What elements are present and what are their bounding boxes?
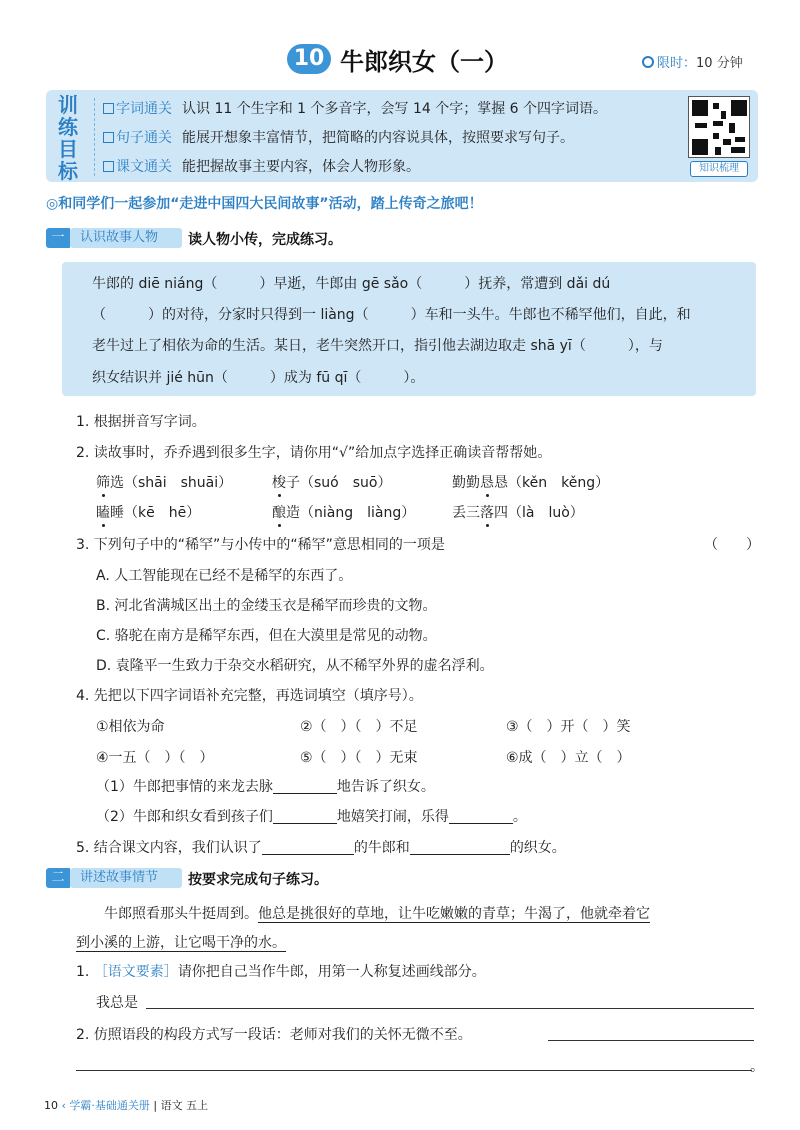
question-3: 3. 下列句子中的“稀罕”与小传中的“稀罕”意思相同的一项是 (76, 537, 445, 553)
page-title: 牛郎织女（一） (340, 48, 508, 76)
lesson-number-badge: 10 (287, 44, 331, 74)
answer-blank[interactable] (273, 780, 337, 794)
period-mark: 。 (750, 1059, 764, 1075)
pinyin-options: （kěn kěng） (508, 475, 610, 491)
option-d: D. 袁隆平一生致力于杂交水稻研究，从不稀罕外界的虚名浮利。 (96, 658, 494, 674)
option-a: A. 人工智能现在已经不是稀罕的东西了。 (96, 568, 353, 584)
question-number: 1. (76, 964, 94, 980)
passage-text: 牛郎照看那头牛挺周到。 (104, 906, 258, 922)
dotted-char: 恳 (480, 472, 494, 492)
time-limit (642, 52, 743, 71)
option-b: B. 河北省满城区出土的金缕玉衣是稀罕而珍贵的文物。 (96, 598, 437, 614)
book-name: 学霸·基础通关册 (69, 1099, 150, 1112)
dotted-char: 筛 (96, 472, 110, 492)
idiom-item: ⑤（ ）（ ）无束 (300, 750, 418, 766)
dotted-char: 瞌 (96, 502, 110, 522)
option-c: C. 骆驼在南方是稀罕东西，但在大漠里是常见的动物。 (96, 628, 437, 644)
checkbox-icon[interactable] (103, 132, 114, 143)
question-text: 请你把自己当作牛郎，用第一人称复述画线部分。 (177, 964, 486, 980)
section-1-tag: 认识故事人物 (70, 228, 182, 248)
question-2: 2. 读故事时，乔乔遇到很多生字，请你用“√”给加点字选择正确读音帮帮她。 (76, 445, 552, 461)
section-1-number: 一 (46, 228, 70, 248)
checkbox-icon[interactable] (103, 103, 114, 114)
clock-icon (642, 56, 654, 68)
idiom-item: ⑥成（ ）立（ ） (506, 750, 631, 766)
sentence-text: （1）牛郎把事情的来龙去脉 (96, 779, 273, 795)
checkbox-icon[interactable] (103, 161, 114, 172)
sentence-text: 的织女。 (509, 840, 566, 856)
pinyin-choice-item: 丢三落四（là luò） (452, 502, 584, 522)
goal-item-words (103, 98, 607, 118)
idiom-item: ③（ ）开（ ）笑 (506, 719, 631, 735)
bio-line: 老牛过上了相依为命的生活。某日，老牛突然开口，指引他去湖边取走 shā yī（ ），与 (92, 338, 663, 354)
underlined-text: 到小溪的上游，让它喝干净的水。 (76, 935, 286, 951)
goal-item-text (103, 156, 420, 176)
sentence-text: 。 (512, 809, 527, 825)
sentence-text: 的牛郎和 (353, 840, 410, 856)
divider: | (153, 1099, 158, 1112)
answer-parentheses[interactable]: （ ） (704, 537, 760, 553)
pinyin-options: （niàng liàng） (300, 505, 416, 521)
answer-blank[interactable] (449, 810, 513, 824)
pinyin-options: （shāi shuāi） (124, 475, 233, 491)
question-2-2: 2. 仿照语段的构段方式写一段话：老师对我们的关怀无微不至。 (76, 1027, 472, 1043)
arrow-icon: ‹ (61, 1099, 66, 1112)
section-2-tag: 讲述故事情节 (70, 868, 182, 888)
answer-blank[interactable] (262, 841, 354, 855)
section-2-instruction: 按要求完成句子练习。 (188, 872, 328, 888)
pinyin-choice-item: 梭子（suó suō） (272, 472, 391, 492)
sentence-text: （2）牛郎和织女看到孩子们 (96, 809, 273, 825)
question-1: 1. 根据拼音写字词。 (76, 414, 206, 430)
subject-grade: 语文 五上 (160, 1099, 209, 1112)
passage-line (104, 903, 650, 923)
goal-item-sentences (103, 127, 574, 147)
answer-line[interactable] (548, 1040, 754, 1041)
answer-blank[interactable] (273, 810, 337, 824)
dotted-char: 梭 (272, 472, 286, 492)
idiom-item: ④一五（ ）（ ） (96, 750, 214, 766)
goal-label: 字词通关 (116, 101, 172, 117)
pinyin-options: （là luò） (508, 505, 584, 521)
question-4: 4. 先把以下四字词语补充完整，再选词填空（填序号）。 (76, 688, 423, 704)
idiom-item: ②（ ）（ ）不足 (300, 719, 418, 735)
pinyin-choice-item: 勤勤恳恳（kěn kěng） (452, 472, 609, 492)
pinyin-options: （suó suō） (300, 475, 392, 491)
idiom-item: ①相依为命 (96, 719, 165, 735)
activity-intro: ◎和同学们一起参加“走进中国四大民间故事”活动，踏上传奇之旅吧！ (46, 196, 483, 212)
divider (94, 98, 95, 176)
goal-label: 句子通关 (116, 130, 172, 146)
question-2-1 (76, 961, 486, 981)
question-5 (76, 837, 566, 857)
bio-line: （ ）的对待，分家时只得到一 liàng（ ）车和一头牛。牛郎也不稀罕他们，自此，和 (92, 307, 691, 323)
passage-line (76, 932, 286, 952)
fill-sentence-1 (96, 776, 435, 796)
sentence-text: 地告诉了织女。 (336, 779, 435, 795)
goal-label: 课文通关 (116, 159, 172, 175)
goal-text: 能展开想象丰富情节，把简略的内容说具体，按照要求写句子。 (182, 130, 574, 146)
goal-text: 能把握故事主要内容，体会人物形象。 (182, 159, 420, 175)
answer-line[interactable] (76, 1070, 752, 1071)
sentence-text: 5. 结合课文内容，我们认识了 (76, 840, 262, 856)
underlined-text: 他总是挑很好的草地，让牛吃嫩嫩的青草；牛渴了，他就牵着它 (258, 906, 650, 922)
section-1-instruction: 读人物小传，完成练习。 (188, 232, 342, 248)
dotted-char: 酿 (272, 502, 286, 522)
sentence-text: 地嬉笑打闹，乐得 (336, 809, 449, 825)
qr-code-label[interactable]: 知识梳理 (690, 161, 748, 177)
pinyin-options: （kē hē） (124, 505, 201, 521)
qr-code-icon[interactable] (688, 96, 750, 158)
language-element-tag: ［语文要素］ (93, 964, 178, 980)
answer-line[interactable] (146, 1008, 754, 1009)
bio-line: 牛郎的 diē niáng（ ）早逝，牛郎由 gē sǎo（ ）抚养，常遭到 dǎi dú (92, 276, 611, 292)
dotted-char: 落 (480, 502, 494, 522)
pinyin-choice-item: 瞌睡（kē hē） (96, 502, 200, 522)
fill-sentence-2 (96, 806, 527, 826)
training-goals-title: 训练目标 (58, 93, 78, 183)
time-limit-value: 10 分钟 (696, 56, 743, 71)
page-footer (44, 1097, 208, 1113)
pinyin-choice-item: 筛选（shāi shuāi） (96, 472, 232, 492)
answer-blank[interactable] (410, 841, 510, 855)
bio-line: 织女结识并 jié hūn（ ）成为 fū qī（ ）。 (92, 370, 425, 386)
goal-text: 认识 11 个生字和 1 个多音字，会写 14 个字；掌握 6 个四字词语。 (182, 101, 608, 117)
answer-start: 我总是 (96, 995, 138, 1011)
time-limit-label: 限时： (657, 56, 697, 71)
pinyin-choice-item: 酿造（niàng liàng） (272, 502, 415, 522)
section-2-number: 二 (46, 868, 70, 888)
page-number: 10 (44, 1099, 58, 1112)
